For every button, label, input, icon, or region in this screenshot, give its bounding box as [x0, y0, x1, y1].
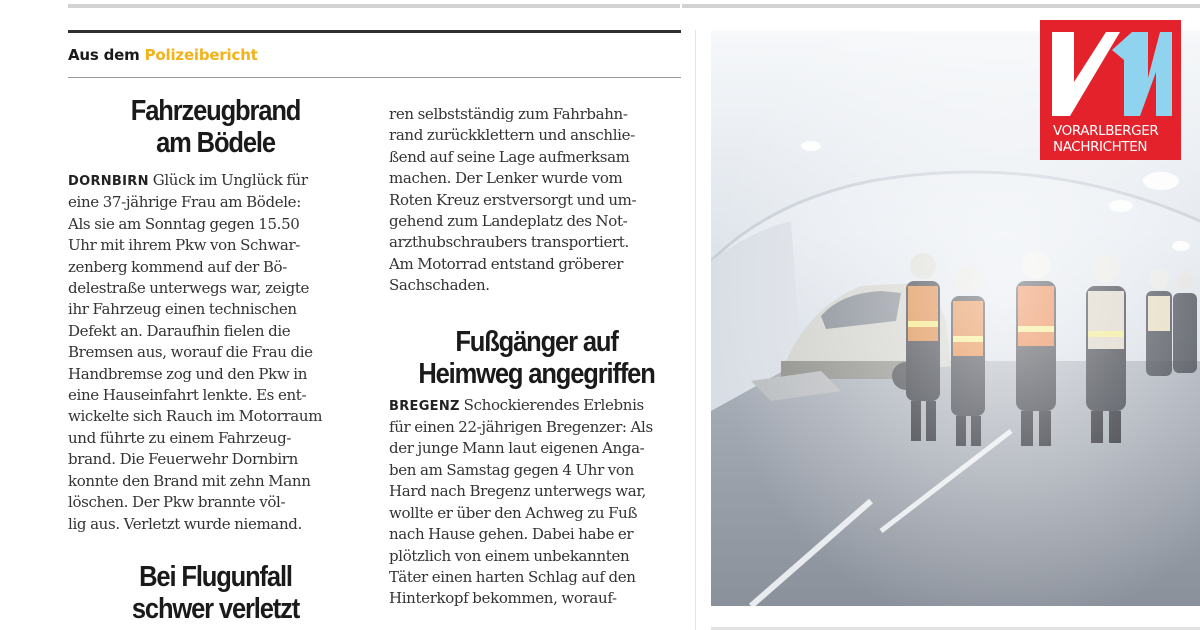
section-header: [68, 30, 681, 78]
column-2: [389, 104, 684, 610]
top-rule-left: [68, 4, 680, 8]
article-body: DORNBIRN Glück im Unglück für eine 37-jährige Frau am Bödele: Als sie am Sonntag gegen 15.50 Uhr mit ihrem Pkw von Schwar- zenberg kommend auf der Bö- delestraße unterwegs war, zeigte ihr Fahrzeug einen technischen Defekt an. Daraufhin fielen die Bremsen aus, worauf die Frau die Handbremse zog und den Pkw in eine Hauseinfahrt lenkte. Es ent- wickelte sich Rauch im Motorraum und führte zu einem Fahrzeug- brand. Die Feuerwehr Dornbirn konnte den Brand mit zehn Mann löschen. Der Pkw brannte völ- lig aus. Verletzt wurde niemand.: [68, 171, 323, 533]
vn-logo: [1040, 20, 1181, 160]
article-headline: Fahrzeugbrand am Bödele: [130, 95, 301, 159]
article-flugunfall: [68, 561, 363, 625]
section-prefix: Aus dem: [68, 46, 140, 64]
vn-letters-icon: [1040, 20, 1181, 120]
article-fussgaenger: [389, 326, 684, 610]
column-1: [68, 80, 363, 625]
dateline: BREGENZ: [389, 398, 460, 414]
article-body-continued: ren selbstständig zum Fahrbahn- rand zurückklettern und anschlie- ßend auf seine Lage aufmerksam machen. Der Lenker wurde vom Roten Kreuz erstversorgt und um- gehend zum Landeplatz des Not- arzthubschraubers transportiert. Am Motorrad entstand gröberer Sachschaden.: [389, 105, 637, 295]
section-highlight: Polizeibericht: [144, 46, 258, 64]
article-fahrzeugbrand: [68, 95, 363, 535]
logo-subtitle: VORARLBERGER NACHRICHTEN: [1053, 123, 1159, 155]
article-body: BREGENZ Schockierendes Erlebnis für einen 22-jährigen Bregenzer: Als der junge Mann laut eigenen Anga- ben am Samstag gegen 4 Uhr von Hard nach Bregenz unterwegs war, wollte er über den Achweg zu Fuß nach Hause gehen. Dabei habe er plötzlich von einem unbekannten Täter einen harten Schlag auf den Hinterkopf bekommen, worauf-: [389, 395, 653, 608]
article-headline: Bei Flugunfall schwer verletzt: [131, 560, 300, 625]
top-rule-right: [682, 4, 1200, 8]
column-divider: [695, 30, 696, 630]
dateline: DORNBIRN: [68, 174, 149, 189]
article-headline: Fußgänger auf Heimweg angegriffen: [418, 325, 655, 390]
